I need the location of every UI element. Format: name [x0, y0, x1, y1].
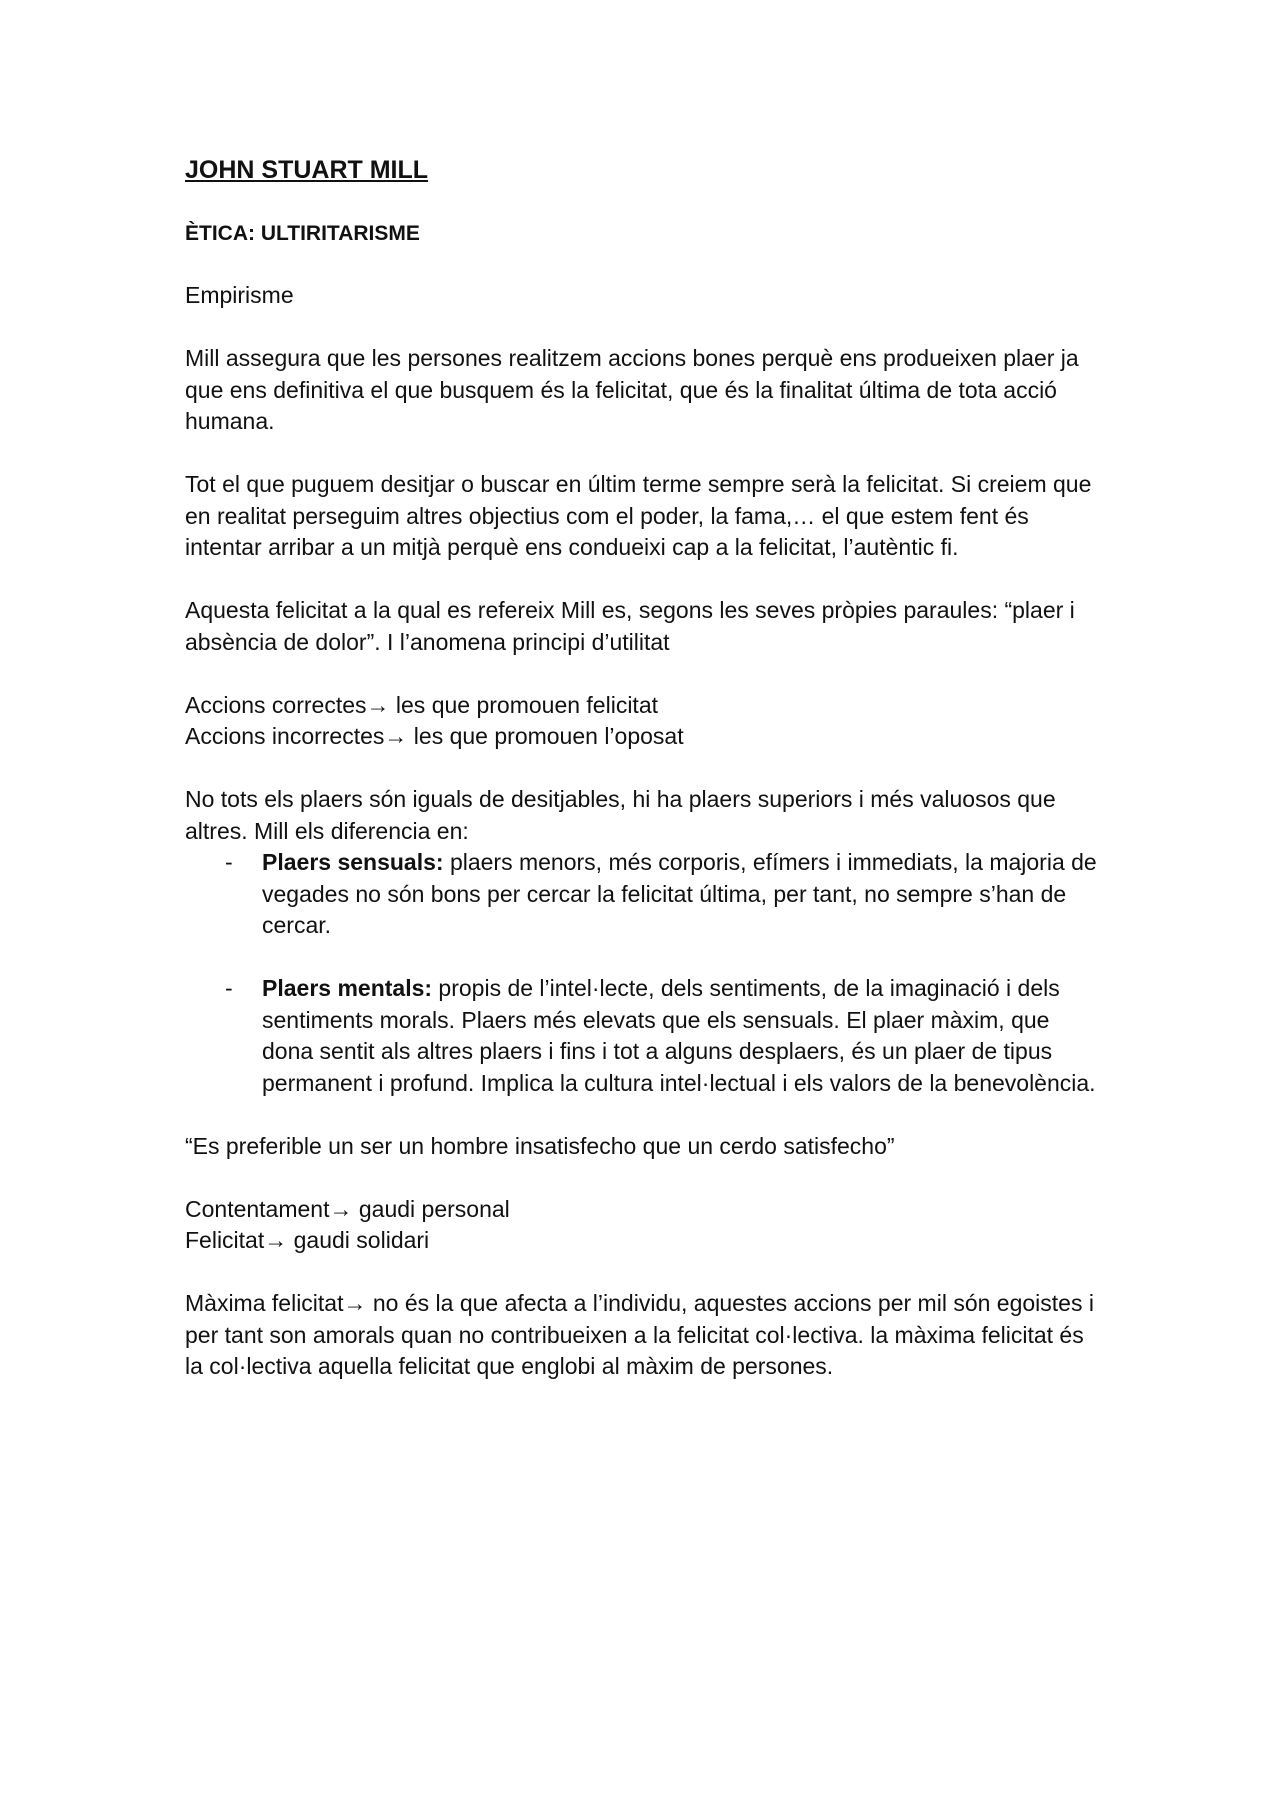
list-dash: -	[225, 975, 233, 1001]
document-subtitle: ÈTICA: ULTIRITARISME	[185, 221, 420, 245]
accions-correctes-text: les que promouen felicitat	[389, 691, 659, 718]
maxima-text: no és la que afecta a l’individu, aquestes accions per mil són egoistes i per tant son amorals quan no contribueixen a la felicitat col·lectiva. la màxima felicitat és la col·lectiva aquella felicitat que englobi al màxim de persones.	[185, 1290, 1094, 1379]
document-title: JOHN STUART MILL	[185, 156, 429, 184]
document-page	[185, 155, 1105, 1414]
accions-block	[185, 690, 1105, 753]
contentament-line	[185, 1194, 1105, 1226]
mentals-label: Plaers mentals:	[262, 975, 433, 1001]
paragraph-intro: Mill assegura que les persones realitzem accions bones perquè ens produeixen plaer ja que ens definitiva el que busquem és la felicitat, que és la finalitat última de tota acció humana.	[185, 345, 1079, 434]
list-item-mentals	[185, 973, 1105, 1099]
arrow-icon: →	[329, 1195, 353, 1222]
arrow-icon: →	[384, 723, 408, 749]
mentals-text: propis de l’intel·lecte, dels sentiments, de la imaginació i dels sentiments morals. Plaers més elevats que els sensuals. El plaer màxim, que dona sentit als altres plaers i fins i tot a alguns desplaers, és un plaer de tipus permanent i profund. Implica la cultura intel·lectual i els valors de la benevolència.	[262, 975, 1096, 1096]
sensuals-text: plaers menors, més corporis, efímers i immediats, la majoria de vegades no són bons per cercar la felicitat última, per tant, no sempre s’han de cercar.	[262, 849, 1097, 938]
arrow-icon: →	[366, 691, 390, 718]
plaers-list	[185, 847, 1105, 1099]
arrow-icon: →	[343, 1290, 367, 1316]
accions-incorrectes-text: les que promouen l’oposat	[407, 723, 684, 749]
accions-correctes-line	[185, 690, 1105, 722]
accions-incorrectes-label: Accions incorrectes	[185, 723, 385, 749]
list-item-sensuals	[185, 847, 1105, 942]
list-dash: -	[225, 849, 233, 875]
sensuals-label: Plaers sensuals:	[262, 849, 444, 875]
quote: “Es preferible un ser un hombre insatisfecho que un cerdo satisfecho”	[185, 1132, 895, 1159]
contentament-label: Contentament	[185, 1195, 330, 1222]
contentament-text: gaudi personal	[352, 1195, 510, 1222]
paragraph-maxima-felicitat	[185, 1288, 1105, 1383]
accions-incorrectes-line	[185, 721, 1105, 753]
felicitat-text: gaudi solidari	[287, 1227, 430, 1253]
accions-correctes-label: Accions correctes	[185, 691, 367, 718]
felicitat-line	[185, 1225, 1105, 1257]
gaudi-block	[185, 1194, 1105, 1257]
paragraph-plaers-intro: No tots els plaers són iguals de desitjables, hi ha plaers superiors i més valuosos que altres. Mill els diferencia en:	[185, 786, 1056, 844]
paragraph-empirisme: Empirisme	[185, 282, 294, 308]
arrow-icon: →	[264, 1227, 288, 1253]
maxima-label: Màxima felicitat	[185, 1290, 344, 1316]
paragraph-utilitat: Aquesta felicitat a la qual es refereix Mill es, segons les seves pròpies paraules: “plaer i absència de dolor”. I l’anomena principi d’utilitat	[185, 597, 1075, 655]
felicitat-label: Felicitat	[185, 1227, 265, 1253]
paragraph-felicitat: Tot el que puguem desitjar o buscar en últim terme sempre serà la felicitat. Si creiem que en realitat perseguim altres objectius com el poder, la fama,… el que estem fent és intentar arribar a un mitjà perquè ens condueixi cap a la felicitat, l’autèntic fi.	[185, 471, 1092, 560]
